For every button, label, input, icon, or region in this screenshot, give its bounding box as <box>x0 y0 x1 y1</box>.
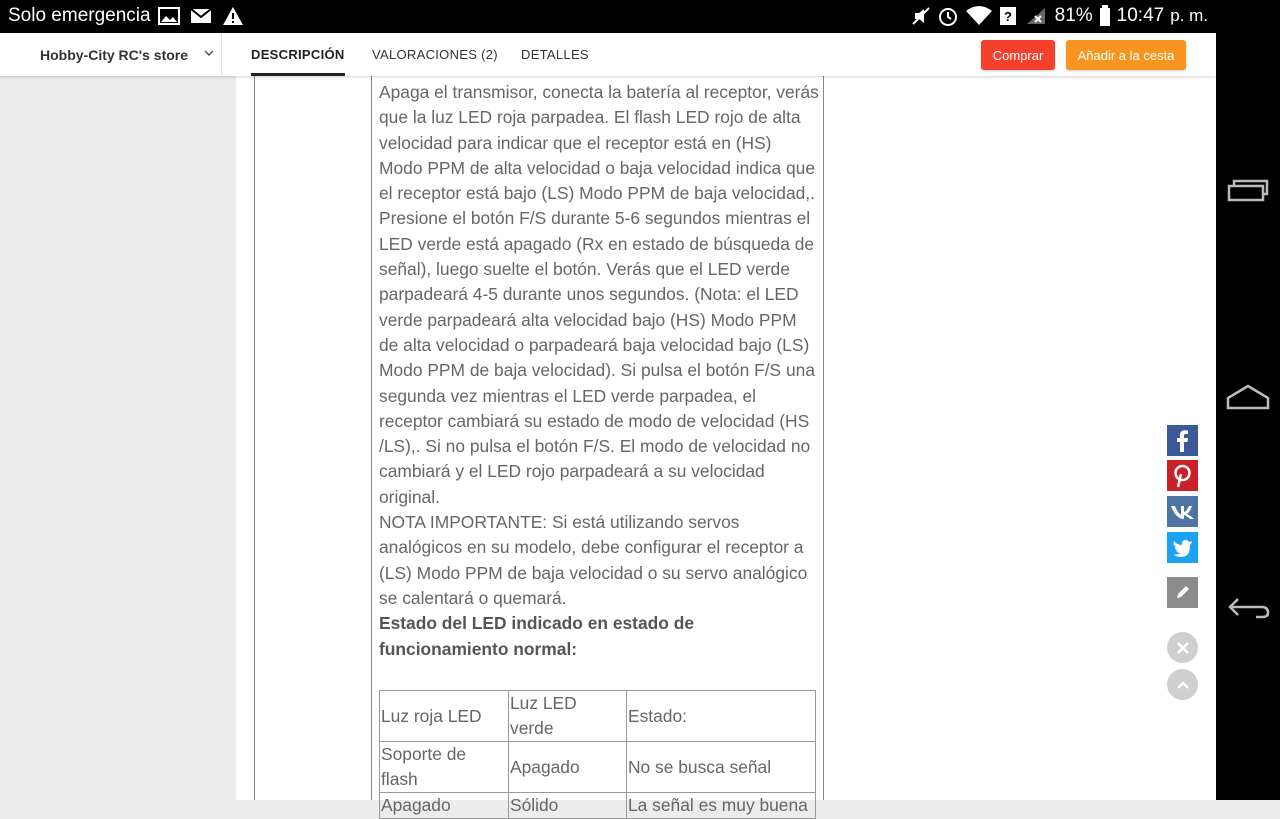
warning-icon <box>222 6 244 26</box>
facebook-share-button[interactable] <box>1167 425 1198 456</box>
table-cell: No se busca señal <box>627 742 816 793</box>
store-name: Hobby-City RC's store <box>40 46 189 63</box>
led-status-table <box>379 690 816 819</box>
vk-share-button[interactable] <box>1167 496 1198 527</box>
mute-icon <box>911 6 931 26</box>
edit-icon <box>1167 577 1198 608</box>
battery-percent: 81% <box>1054 5 1093 26</box>
carrier-label: Solo emergencia <box>8 5 151 26</box>
table-header-row <box>380 691 816 742</box>
edit-button[interactable] <box>1167 577 1198 608</box>
table-cell: Apagado <box>380 793 509 819</box>
close-icon <box>1175 640 1191 656</box>
table-cell: Soporte de flash <box>380 742 509 793</box>
led-status-heading: Estado del LED indicado en estado de funcionamiento normal: <box>379 613 695 659</box>
twitter-share-button[interactable] <box>1167 532 1198 563</box>
signal-off-icon <box>1023 6 1049 26</box>
table-header-cell: Luz roja LED <box>380 691 509 742</box>
home-icon[interactable] <box>1226 380 1270 420</box>
unknown-network-icon <box>999 5 1017 27</box>
clock-time: 10:47 <box>1116 5 1165 26</box>
table-outer-border <box>254 73 255 800</box>
web-page <box>0 33 1216 815</box>
alarm-icon <box>937 5 959 27</box>
recent-apps-icon[interactable] <box>1226 172 1270 212</box>
product-description <box>379 80 819 662</box>
table-header-cell: Estado: <box>627 691 816 742</box>
table-cell: La señal es muy buena <box>627 793 816 819</box>
facebook-icon <box>1167 425 1198 456</box>
twitter-icon <box>1167 532 1198 563</box>
tab-details[interactable]: DETALLES <box>521 47 589 62</box>
image-icon <box>158 6 180 26</box>
tab-description[interactable]: DESCRIPCIÓN <box>251 33 345 76</box>
back-icon[interactable] <box>1226 587 1270 627</box>
table-header-cell: Luz LED verde <box>509 691 627 742</box>
vk-icon <box>1167 496 1198 527</box>
clock-ampm: p. m. <box>1170 6 1208 25</box>
table-row <box>380 793 816 819</box>
table-cell: Apagado <box>509 742 627 793</box>
status-bar <box>0 0 1216 33</box>
table-row <box>380 742 816 793</box>
important-note: NOTA IMPORTANTE: Si está utilizando servos analógicos en su modelo, debe configurar el receptor a (LS) Modo PPM de baja velocidad o su servo analógico se calentará o quemará. <box>379 512 808 608</box>
buy-button[interactable]: Comprar <box>981 40 1055 70</box>
wifi-icon <box>965 5 993 27</box>
close-button[interactable] <box>1167 632 1198 663</box>
table-cell: Sólido <box>509 793 627 819</box>
tab-reviews[interactable]: VALORACIONES (2) <box>372 47 498 62</box>
add-to-cart-button[interactable]: Añadir a la cesta <box>1066 40 1186 70</box>
mail-icon <box>190 6 212 26</box>
navigation-bar <box>1216 0 1280 800</box>
product-header <box>0 33 1216 76</box>
chevron-up-icon <box>1175 677 1191 693</box>
store-selector[interactable] <box>0 33 222 76</box>
pinterest-share-button[interactable] <box>1167 460 1198 491</box>
scroll-top-button[interactable] <box>1167 669 1198 700</box>
description-paragraph: Apaga el transmisor, conecta la batería al receptor, verás que la luz LED roja parpadea. El flash LED rojo de alta velocidad para indicar que el receptor está en (HS) Modo PPM de alta velocidad o baja velocidad indica que el receptor está bajo (LS) Modo PPM de baja velocidad,. Presione el botón F/S durante 5-6 segundos mientras el LED verde está apagado (Rx en estado de búsqueda de señal), luego suelte el botón. Verás que el LED verde parpadeará 4-5 durante unos segundos. (Nota: el LED verde parpadeará alta velocidad bajo (HS) Modo PPM de alta velocidad o parpadeará baja velocidad bajo (LS) Modo PPM de baja velocidad). Si pulsa el botón F/S una segunda vez mientras el LED verde parpadea, el receptor cambiará su estado de modo de velocidad (HS /LS),. Si no pulsa el botón F/S. El modo de velocidad no cambiará y el LED rojo parpadeará a su velocidad original. <box>379 82 819 507</box>
pinterest-icon <box>1167 460 1198 491</box>
status-right <box>911 5 1208 27</box>
chevron-down-icon <box>203 48 215 58</box>
svg-text:?: ? <box>1003 9 1012 24</box>
battery-icon <box>1099 5 1111 27</box>
